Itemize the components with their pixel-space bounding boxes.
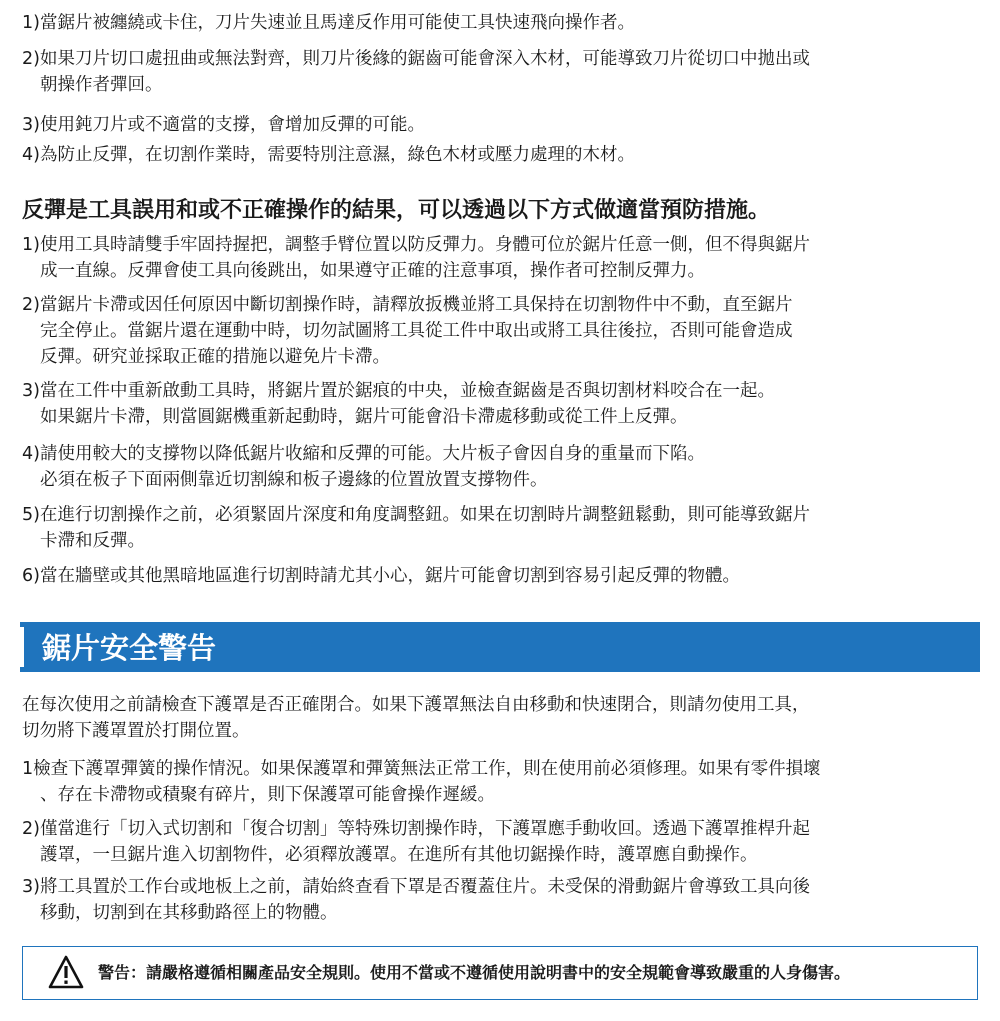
kickback-heading: 反彈是工具誤用和或不正確操作的結果，可以透過以下方式做適當預防措施。 <box>22 198 771 223</box>
prevention-item-6: 6)當在牆壁或其他黑暗地區進行切割時請尤其小心，鋸片可能會切割到容易引起反彈的物體。 <box>22 566 740 586</box>
banner-accent-bar <box>20 627 24 667</box>
warning-triangle-icon <box>48 955 84 989</box>
prevention-item-4: 4)請使用較大的支撐物以降低鋸片收縮和反彈的可能。大片板子會因自身的重量而下陷。 必須在板子下面兩側靠近切割線和板子邊緣的位置放置支撐物件。 <box>22 444 705 490</box>
prevention-item-1: 1)使用工具時請雙手牢固持握把，調整手臂位置以防反彈力。身體可位於鋸片任意一側，但不得與鋸片 成一直線。反彈會使工具向後跳出，如果遵守正確的注意事項，操作者可控制反彈力。 <box>22 235 810 281</box>
cause-item-1: 1)當鋸片被纏繞或卡住，刀片失速並且馬達反作用可能使工具快速飛向操作者。 <box>22 13 635 33</box>
prevention-item-2: 2)當鋸片卡滯或因任何原因中斷切割操作時，請釋放扳機並將工具保持在切割物件中不動，直至鋸片 完全停止。當鋸片還在運動中時，切勿試圖將工具從工件中取出或將工具往後拉，否則可能會造成 反彈。研究並採取正確的措施以避免片卡滯。 <box>22 295 793 367</box>
cause-item-4: 4)為防止反彈，在切割作業時，需要特別注意濕，綠色木材或壓力處理的木材。 <box>22 145 635 165</box>
guard-item-3: 3)將工具置於工作台或地板上之前，請始終查看下罩是否覆蓋住片。未受保的滑動鋸片會導致工具向後 移動，切割到在其移動路徑上的物體。 <box>22 877 810 923</box>
guard-intro: 在每次使用之前請檢查下護罩是否正確閉合。如果下護罩無法自由移動和快速閉合，則請勿使用工具， 切勿將下護罩置於打開位置。 <box>22 695 810 741</box>
prevention-item-3: 3)當在工件中重新啟動工具時，將鋸片置於鋸痕的中央，並檢查鋸齒是否與切割材料咬合在一起。 如果鋸片卡滯，則當圓鋸機重新起動時，鋸片可能會沿卡滯處移動或從工件上反彈。 <box>22 381 775 427</box>
cause-item-3: 3)使用鈍刀片或不適當的支撐，會增加反彈的可能。 <box>22 115 425 135</box>
warning-text: 警告：請嚴格遵循相關產品安全規則。使用不當或不遵循使用說明書中的安全規範會導致嚴重的人身傷害。 <box>98 963 851 982</box>
guard-item-2: 2)僅當進行「切入式切割和「復合切割」等特殊切割操作時，下護罩應手動收回。透過下護罩推桿升起 護罩，一旦鋸片進入切割物件，必須釋放護罩。在進所有其他切鋸操作時，護罩應自動操作。 <box>22 819 810 865</box>
cause-item-2: 2)如果刀片切口處扭曲或無法對齊，則刀片後緣的鋸齒可能會深入木材，可能導致刀片從切口中拋出或 朝操作者彈回。 <box>22 49 810 95</box>
prevention-item-5: 5)在進行切割操作之前，必須緊固片深度和角度調整鈕。如果在切割時片調整鈕鬆動，則可能導致鋸片 卡滯和反彈。 <box>22 505 810 551</box>
banner-title: 鋸片安全警告 <box>42 631 217 665</box>
guard-item-1: 1檢查下護罩彈簧的操作情況。如果保護罩和彈簧無法正常工作，則在使用前必須修理。如果有零件損壞 、存在卡滯物或積聚有碎片，則下保護罩可能會操作遲緩。 <box>22 759 821 805</box>
